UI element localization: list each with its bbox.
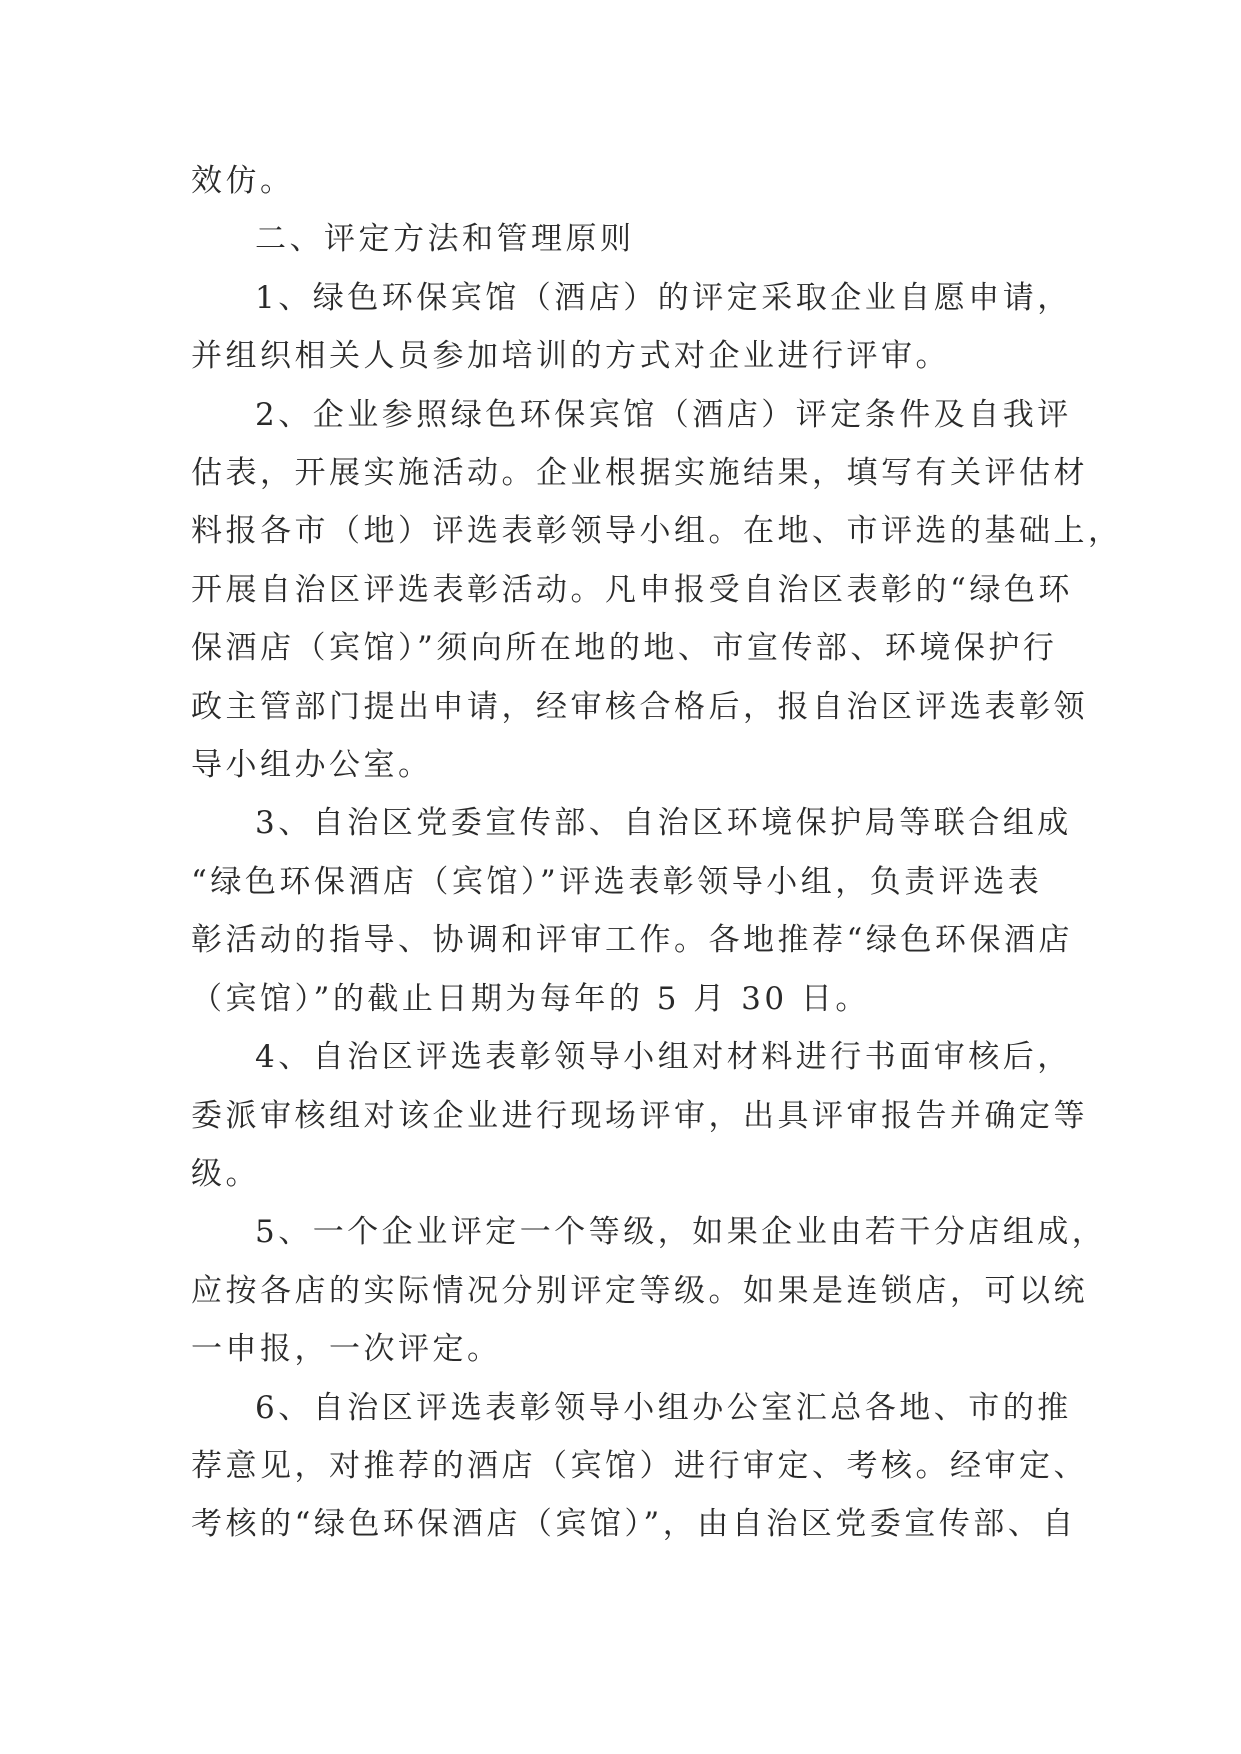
- text-line: 5、一个企业评定一个等级，如果企业由若干分店组成，: [255, 1214, 1107, 1251]
- text-line: 料报各市（地）评选表彰领导小组。在地、市评选的基础上，: [191, 513, 1123, 550]
- text-line: 3、自治区党委宣传部、自治区环境保护局等联合组成: [255, 805, 1072, 842]
- paragraph: [191, 1028, 1088, 1203]
- text-line: 考核的“绿色环保酒店（宾馆）”，由自治区党委宣传部、自: [191, 1506, 1077, 1543]
- section-heading: [191, 210, 1058, 268]
- text-line: 二、评定方法和管理原则: [255, 221, 635, 258]
- paragraph: [191, 269, 1072, 386]
- text-line: 应按各店的实际情况分别评定等级。如果是连锁店，可以统: [191, 1272, 1088, 1309]
- text-line: 荐意见，对推荐的酒店（宾馆）进行审定、考核。经审定、: [191, 1447, 1088, 1484]
- paragraph: [191, 152, 1058, 210]
- text-line: 2、企业参照绿色环保宾馆（酒店）评定条件及自我评: [255, 396, 1072, 433]
- text-line: 委派审核组对该企业进行现场评审，出具评审报告并确定等: [191, 1097, 1088, 1134]
- text-line: 开展自治区评选表彰活动。凡申报受自治区表彰的“绿色环: [191, 571, 1073, 608]
- text-line: 导小组办公室。: [191, 747, 433, 784]
- text-line: 1、绿色环保宾馆（酒店）的评定采取企业自愿申请，: [255, 279, 1072, 316]
- paragraph: [191, 1379, 1088, 1554]
- text-line: 6、自治区评选表彰领导小组办公室汇总各地、市的推: [255, 1389, 1072, 1426]
- document-page: [191, 152, 1123, 1554]
- paragraph: [191, 386, 1123, 795]
- text-line: 效仿。: [191, 163, 295, 199]
- text-line: 政主管部门提出申请，经审核合格后，报自治区评选表彰领: [191, 688, 1088, 725]
- text-line: 彰活动的指导、协调和评审工作。各地推荐“绿色环保酒店: [191, 922, 1073, 959]
- text-line: 级。: [191, 1155, 260, 1192]
- text-line: 4、自治区评选表彰领导小组对材料进行书面审核后，: [255, 1039, 1072, 1076]
- text-line: 并组织相关人员参加培训的方式对企业进行评审。: [191, 338, 950, 375]
- paragraph: [191, 794, 1073, 1028]
- text-line: （宾馆）”的截止日期为每年的 5 月 30 日。: [191, 980, 870, 1017]
- text-line: 保酒店（宾馆）”须向所在地的地、市宣传部、环境保护行: [191, 630, 1058, 667]
- text-line: 估表，开展实施活动。企业根据实施结果，填写有关评估材: [191, 455, 1088, 492]
- paragraph: [191, 1203, 1107, 1378]
- text-line: 一申报，一次评定。: [191, 1331, 502, 1368]
- text-line: “绿色环保酒店（宾馆）”评选表彰领导小组，负责评选表: [191, 863, 1043, 900]
